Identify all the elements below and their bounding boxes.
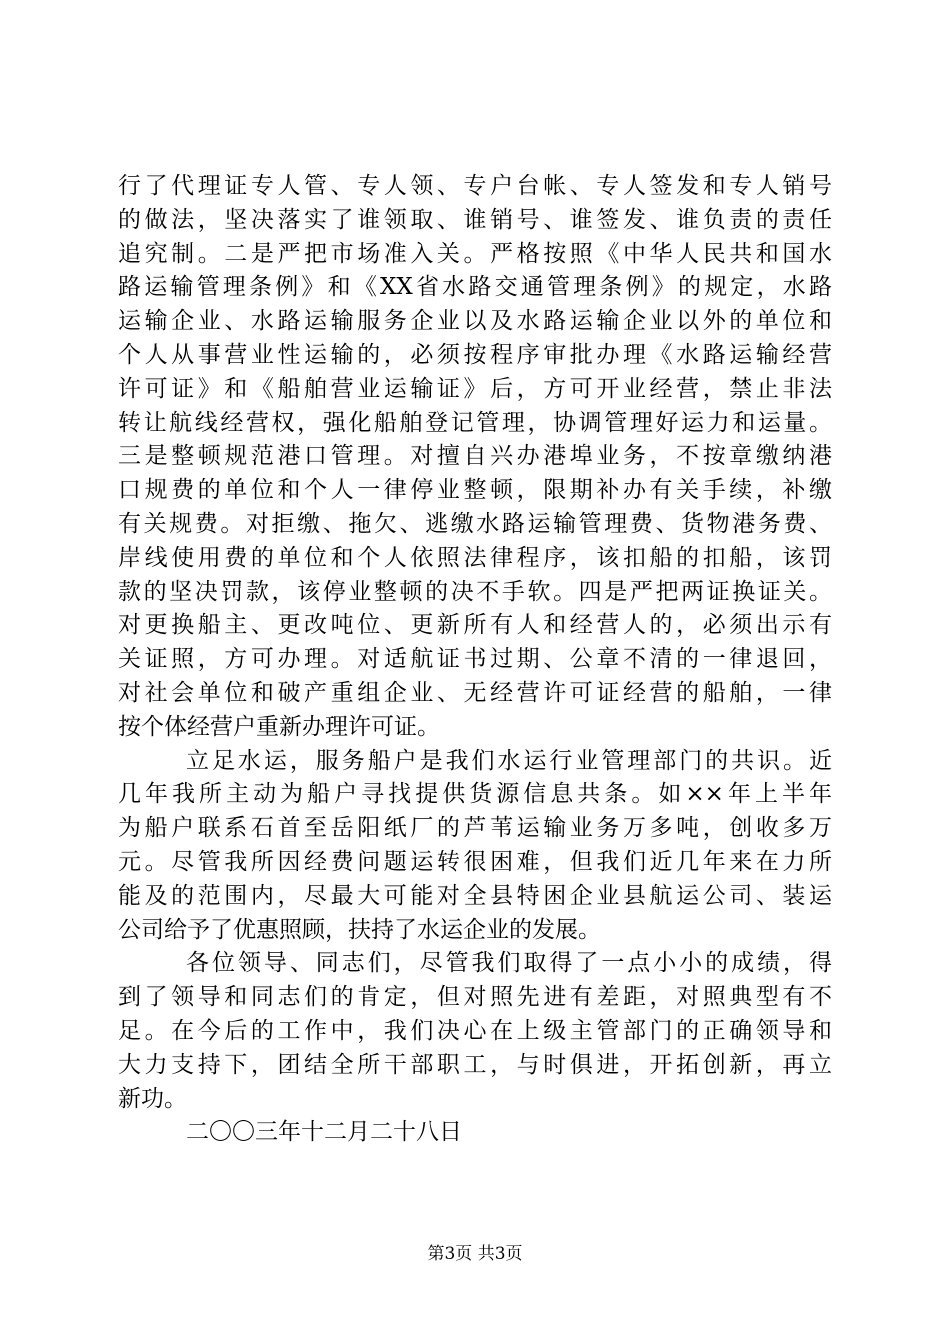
text-line: 转让航线经营权，强化船舶登记管理，协调管理好运力和运量。	[118, 409, 832, 436]
text-line: 行了代理证专人管、专人领、专户台帐、专人签发和专人销号	[118, 173, 832, 199]
text-line: 元。尽管我所因经费问题运转很困难，但我们近几年来在力所	[118, 848, 832, 875]
text-line: 大力支持下，团结全所干部职工，与时俱进，开拓创新，再立	[118, 1051, 832, 1078]
text-line: 对社会单位和破产重组企业、无经营许可证经营的船舶，一律	[118, 679, 832, 706]
text-line: 许可证》和《船舶营业运输证》后，方可开业经营，禁止非法	[118, 375, 832, 402]
text-line: 几年我所主动为船户寻找提供货源信息共条。如××年上半年	[118, 781, 832, 808]
text-line: 足。在今后的工作中，我们决心在上级主管部门的正确领导和	[118, 1017, 832, 1044]
text-line: 岸线使用费的单位和个人依照法律程序，该扣船的扣船，该罚	[118, 544, 832, 571]
text-line: 路运输管理条例》和《XX省水路交通管理条例》的规定，水路	[118, 274, 832, 301]
text-line: 口规费的单位和个人一律停业整顿，限期补办有关手续，补缴	[118, 477, 832, 504]
text-line: 对更换船主、更改吨位、更新所有人和经营人的，必须出示有	[118, 612, 832, 639]
text-line: 公司给予了优惠照顾，扶持了水运企业的发展。	[118, 916, 601, 943]
page-number-footer: 第3页 共3页	[427, 1244, 523, 1264]
text-line: 运输企业、水路运输服务企业以及水路运输企业以外的单位和	[118, 308, 832, 335]
text-line: 个人从事营业性运输的，必须按程序审批办理《水路运输经营	[118, 341, 832, 368]
text-line: 按个体经营户重新办理许可证。	[118, 713, 440, 740]
paragraph-first-line: 立足水运，服务船户是我们水运行业管理部门的共识。近	[186, 747, 832, 774]
document-body	[118, 170, 832, 1150]
text-line: 有关规费。对拒缴、拖欠、逃缴水路运输管理费、货物港务费、	[118, 510, 832, 537]
text-line: 能及的范围内，尽最大可能对全县特困企业县航运公司、装运	[118, 882, 832, 909]
text-line: 的做法，坚决落实了谁领取、谁销号、谁签发、谁负责的责任	[118, 206, 832, 233]
paragraph-first-line: 各位领导、同志们，尽管我们取得了一点小小的成绩，得	[186, 950, 832, 977]
text-line: 款的坚决罚款，该停业整顿的决不手软。四是严把两证换证关。	[118, 578, 832, 605]
text-line: 关证照，方可办理。对适航证书过期、公章不清的一律退回，	[118, 646, 832, 673]
text-line: 为船户联系石首至岳阳纸厂的芦苇运输业务万多吨，创收多万	[118, 815, 832, 842]
date-line: 二〇〇三年十二月二十八日	[186, 1119, 462, 1146]
text-line: 新功。	[118, 1085, 187, 1112]
text-line: 三是整顿规范港口管理。对擅自兴办港埠业务，不按章缴纳港	[118, 443, 832, 470]
text-line: 追究制。二是严把市场准入关。严格按照《中华人民共和国水	[118, 240, 832, 267]
text-line: 到了领导和同志们的肯定，但对照先进有差距，对照典型有不	[118, 984, 832, 1011]
